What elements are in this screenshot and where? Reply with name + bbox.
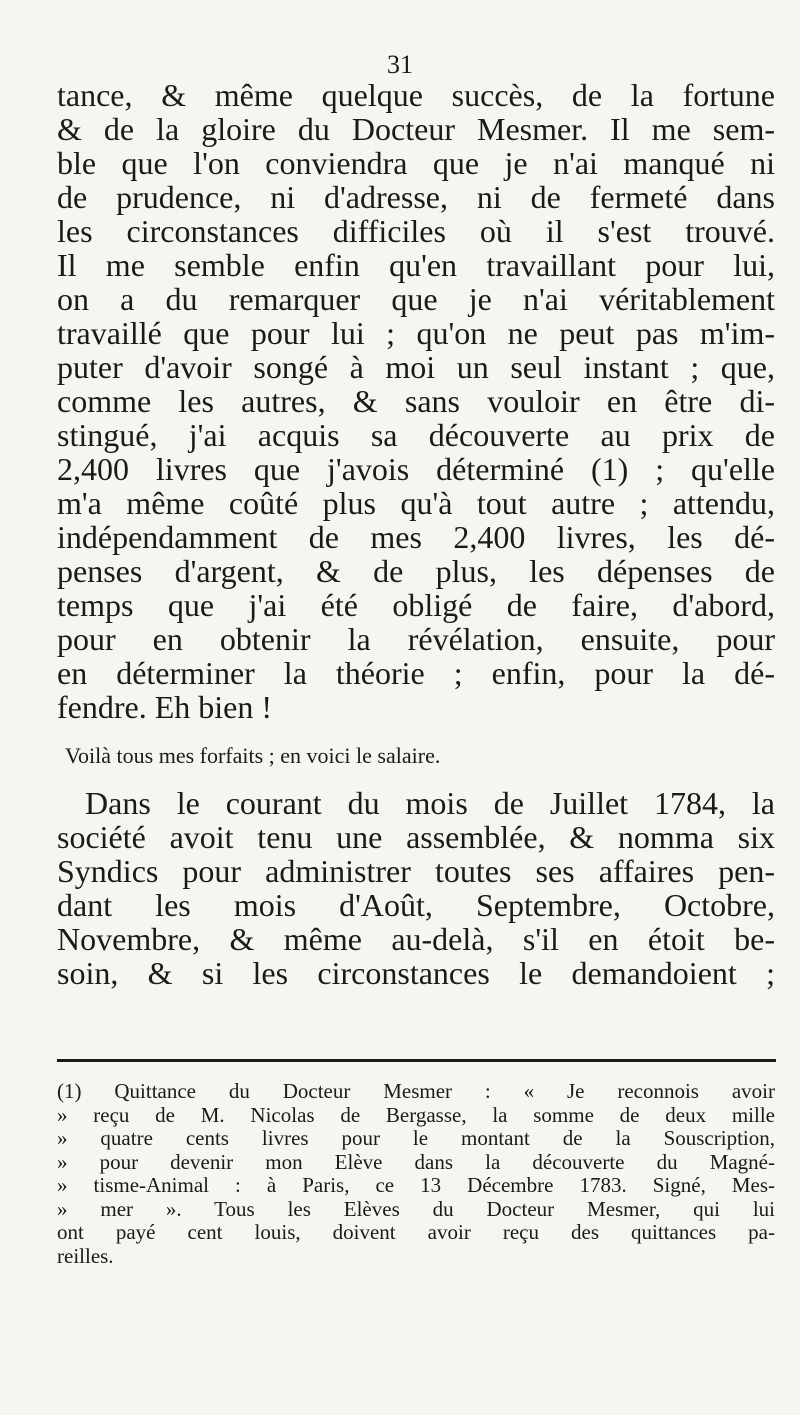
text-line: travaillé que pour lui ; qu'on ne peut pas m'im- <box>57 315 775 351</box>
text-line: Novembre, & même au-delà, s'il en étoit be- <box>57 921 775 957</box>
text-line: société avoit tenu une assemblée, & nomma six <box>57 819 775 855</box>
text-line: 2,400 livres que j'avois déterminé (1) ; qu'elle <box>57 451 775 487</box>
text-line: m'a même coûté plus qu'à tout autre ; attendu, <box>57 485 775 521</box>
text-line: on a du remarquer que je n'ai véritablement <box>57 281 775 317</box>
footnote <box>57 1080 775 1268</box>
text-line: comme les autres, & sans vouloir en être di- <box>57 383 775 419</box>
text-line: Dans le courant du mois de Juillet 1784, la <box>85 785 775 821</box>
footnote-line: » quatre cents livres pour le montant de la Souscription, <box>57 1126 775 1150</box>
text-line: de prudence, ni d'adresse, ni de fermeté dans <box>57 179 775 215</box>
small-text-line: Voilà tous mes forfaits ; en voici le salaire. <box>65 743 441 768</box>
footnote-line: reilles. <box>57 1243 114 1268</box>
text-line: Syndics pour administrer toutes ses affaires pen- <box>57 853 775 889</box>
text-line: temps que j'ai été obligé de faire, d'abord, <box>57 587 775 623</box>
page-number: 31 <box>387 50 413 79</box>
footnote-line: » tisme-Animal : à Paris, ce 13 Décembre 1783. Signé, Mes- <box>57 1173 775 1197</box>
text-line: stingué, j'ai acquis sa découverte au prix de <box>57 417 775 453</box>
text-line: Il me semble enfin qu'en travaillant pour lui, <box>57 247 775 283</box>
text-line: fendre. Eh bien ! <box>57 689 273 725</box>
text-line: penses d'argent, & de plus, les dépenses de <box>57 553 775 589</box>
text-line: ble que l'on conviendra que je n'ai manqué ni <box>57 145 775 181</box>
text-line: indépendamment de mes 2,400 livres, les dé- <box>57 519 775 555</box>
text-line: les circonstances difficiles où il s'est trouvé. <box>57 213 775 249</box>
text-line: dant les mois d'Août, Septembre, Octobre, <box>57 887 775 923</box>
footnote-line: » reçu de M. Nicolas de Bergasse, la somme de deux mille <box>57 1102 775 1127</box>
footnote-divider <box>57 1059 776 1062</box>
text-line: tance, & même quelque succès, de la fortune <box>57 77 775 113</box>
text-line: soin, & si les circonstances le demandoient ; <box>57 955 775 991</box>
footnote-line: ont payé cent louis, doivent avoir reçu des quittances pa- <box>57 1220 775 1244</box>
body-text <box>57 78 775 990</box>
text-line: en déterminer la théorie ; enfin, pour la dé- <box>57 655 775 691</box>
text-line: & de la gloire du Docteur Mesmer. Il me sem- <box>57 111 775 147</box>
footnote-line: (1) Quittance du Docteur Mesmer : « Je reconnois avoir <box>57 1079 775 1103</box>
text-line: pour en obtenir la révélation, ensuite, pour <box>57 621 775 657</box>
text-line: puter d'avoir songé à moi un seul instant ; que, <box>57 349 775 385</box>
footnote-line: » pour devenir mon Elève dans la découverte du Magné- <box>57 1149 775 1174</box>
footnote-line: » mer ». Tous les Elèves du Docteur Mesmer, qui lui <box>57 1196 775 1221</box>
